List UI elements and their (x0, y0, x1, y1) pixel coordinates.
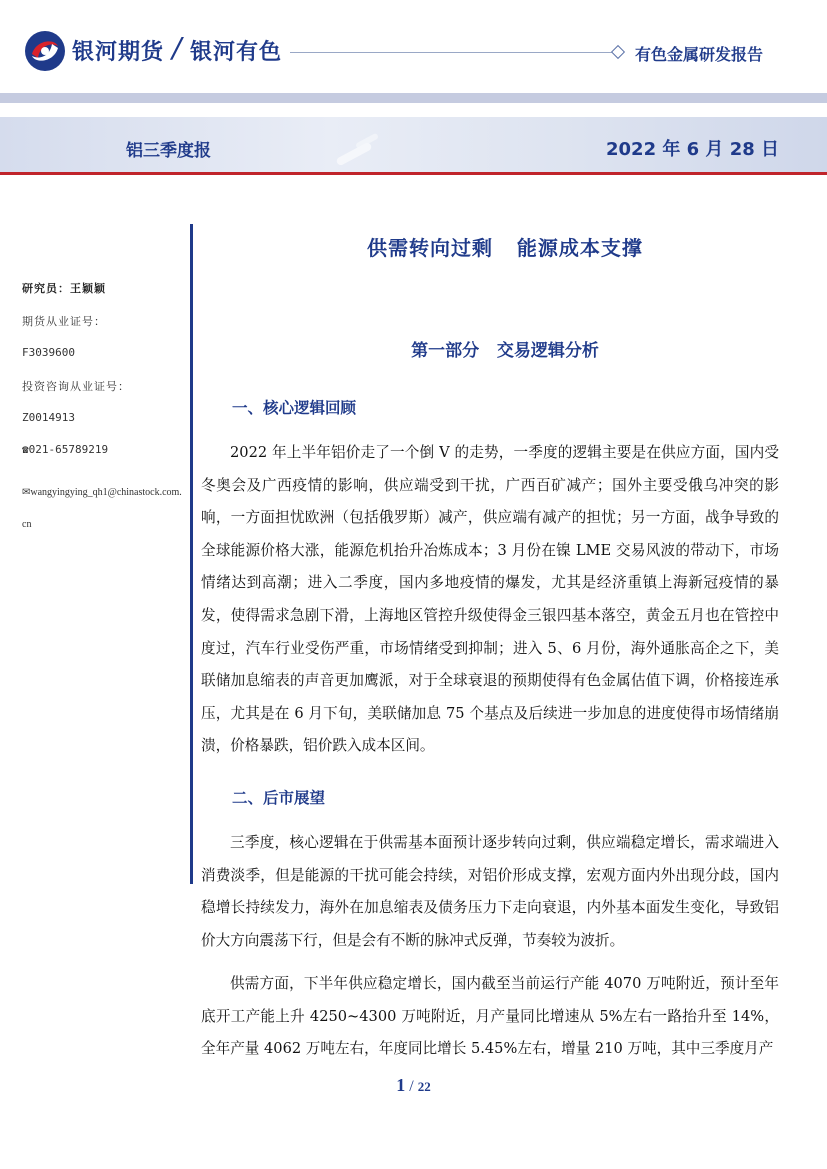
phone-line (22, 443, 108, 456)
page-separator: / (409, 1078, 414, 1095)
report-date: 2022 年 6 月 28 日 (606, 139, 780, 160)
total-pages: 22 (417, 1079, 431, 1094)
brand-divider: / (172, 31, 182, 64)
part-title: 第一部分 交易逻辑分析 (411, 341, 599, 361)
invest-license-number: Z0014913 (22, 411, 75, 424)
decorative-stroke-icon (325, 122, 405, 170)
section-paragraph-outlook-1: 三季度，核心逻辑在于供需基本面预计逐步转向过剩，供应端稳定增长，需求端进入消费淡季，但是能源的干扰可能会持续，对铝价形成支撑，宏观方面内外出现分歧，国内稳增长持续发力，海外在加息缩表及债务压力下走向衰退，内外基本面发生变化，导致铝价大方向震荡下行，但是会有不断的脉冲式反弹，节奏较为波折。 (201, 834, 779, 949)
futures-license-label: 期货从业证号： (22, 315, 106, 328)
email-line[interactable] (22, 477, 184, 541)
sidebar-divider (190, 224, 193, 884)
report-name: 铝三季度报 (126, 141, 211, 161)
diamond-icon (611, 45, 625, 59)
section-paragraph-outlook-2: 供需方面，下半年供应稳定增长，国内截至当前运行产能 4070 万吨附近，预计至年底开工产能上升 4250~4300 万吨附近，月产量同比增速从 5%左右一路抬升至 14%，全年产量 4062 万吨左右，年度同比增长 5.45%左右，增量 210 万吨，其中三季度月产 (201, 975, 779, 1058)
report-header (0, 0, 827, 100)
galaxy-logo-icon (24, 30, 66, 72)
header-band (0, 93, 827, 103)
brand-primary: 银河期货 (72, 40, 165, 65)
futures-license-number: F3039600 (22, 346, 75, 359)
page-number (0, 1075, 827, 1096)
header-rule (290, 52, 614, 53)
report-category: 有色金属研发报告 (635, 45, 764, 64)
section-heading-outlook: 二、后市展望 (232, 789, 326, 807)
phone-number: 021-65789219 (28, 443, 109, 456)
section-paragraph-review: 2022 年上半年铝价走了一个倒 V 的走势，一季度的逻辑主要是在供应方面，国内受冬奥会及广西疫情的影响，供应端受到干扰，广西百矿减产；国外主要受俄乌冲突的影响，一方面担忧欧洲（包括俄罗斯）减产，供应端有减产的担忧；另一方面，战争导致的全球能源价格大涨，能源危机抬升冶炼成本；3 月份在镍 LME 交易风波的带动下，市场情绪达到高潮；进入二季度，国内多地疫情的爆发，尤其是经济重镇上海新冠疫情的暴发，使得需求急剧下滑，上海地区管控升级使得金三银四基本落空，黄金五月也在管控中度过，汽车行业受伤严重，市场情绪受到抑制；进入 5、6 月份，海外通胀高企之下，美联储加息缩表的声音更加鹰派，对于全球衰退的预期使得有色金属估值下调，价格接连承压，尤其是在 6 月下旬，美联储加息 75 个基点及后续进一步加息的进度使得市场情绪崩溃，价格暴跌，铝价跌入成本区间。 (201, 444, 779, 755)
section-heading-review: 一、核心逻辑回顾 (232, 399, 357, 417)
phone-icon: ☎ (22, 443, 29, 456)
red-divider (0, 172, 827, 175)
current-page: 1 (396, 1075, 406, 1095)
brand-secondary: 银河有色 (190, 40, 283, 65)
mail-icon: ✉ (22, 487, 31, 498)
invest-license-label: 投资咨询从业证号： (22, 380, 130, 393)
report-title: 供需转向过剩 能源成本支撑 (367, 236, 643, 260)
researcher-name: 研究员：王颖颖 (22, 282, 106, 295)
email-address[interactable]: wangyingying_qh1@chinastock.com.cn (22, 487, 182, 530)
